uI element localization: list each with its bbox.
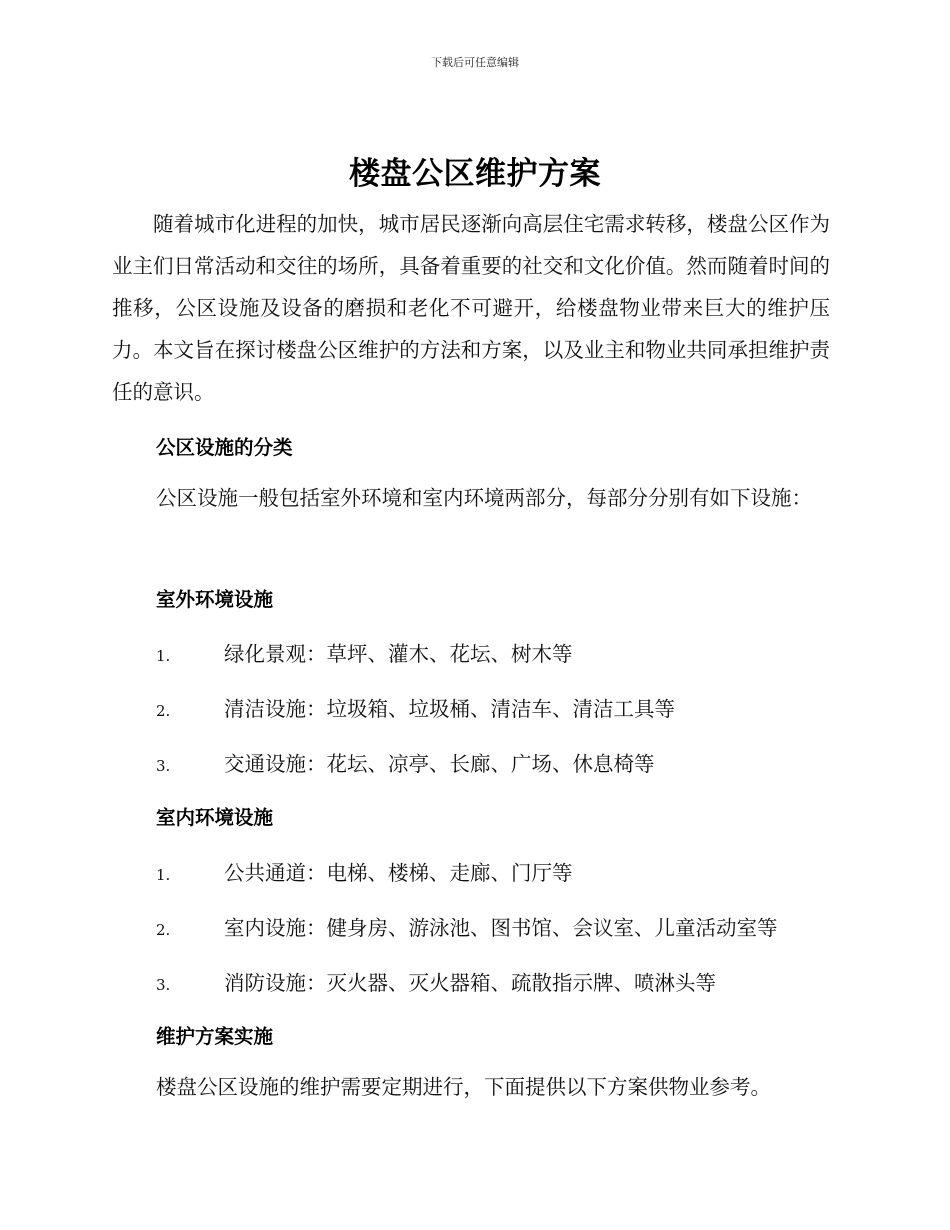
list-item <box>156 637 573 667</box>
list-number: 3. <box>156 757 171 775</box>
list-number: 3. <box>156 976 171 994</box>
list-item <box>156 856 573 886</box>
subheading-indoor-facilities: 室内环境设施 <box>156 806 274 829</box>
list-number: 1. <box>156 647 171 665</box>
list-text: 清洁设施：垃圾箱、垃圾桶、清洁车、清洁工具等 <box>224 697 675 721</box>
document-title: 楼盘公区维护方案 <box>349 156 601 192</box>
maintenance-plan-paragraph: 楼盘公区设施的维护需要定期进行，下面提供以下方案供物业参考。 <box>156 1075 771 1099</box>
list-number: 2. <box>156 921 171 939</box>
list-text: 室内设施：健身房、游泳池、图书馆、会议室、儿童活动室等 <box>224 916 778 940</box>
list-item <box>156 911 778 941</box>
section-heading-facility-classification: 公区设施的分类 <box>156 436 293 459</box>
list-item <box>156 692 675 722</box>
section-heading-maintenance-plan: 维护方案实施 <box>156 1025 274 1048</box>
header-note: 下载后可任意编辑 <box>431 56 519 69</box>
list-number: 2. <box>156 702 171 720</box>
facility-classification-paragraph: 公区设施一般包括室外环境和室内环境两部分，每部分分别有如下设施： <box>156 486 812 510</box>
subheading-outdoor-facilities: 室外环境设施 <box>156 588 274 611</box>
list-text: 交通设施：花坛、凉亭、长廊、广场、休息椅等 <box>224 752 655 776</box>
list-text: 绿化景观：草坪、灌木、花坛、树木等 <box>224 642 573 666</box>
list-text: 公共通道：电梯、楼梯、走廊、门厅等 <box>224 861 573 885</box>
list-item <box>156 747 655 777</box>
list-text: 消防设施：灭火器、灭火器箱、疏散指示牌、喷淋头等 <box>224 971 716 995</box>
list-item <box>156 966 716 996</box>
list-number: 1. <box>156 866 171 884</box>
intro-paragraph: 随着城市化进程的加快，城市居民逐渐向高层住宅需求转移，楼盘公区作为业主们日常活动和交往的场所，具备着重要的社交和文化价值。然而随着时间的推移，公区设施及设备的磨损和老化不可避开，给楼盘物业带来巨大的维护压力。本文旨在探讨楼盘公区维护的方法和方案，以及业主和物业共同承担维护责任的意识。 <box>112 212 830 404</box>
